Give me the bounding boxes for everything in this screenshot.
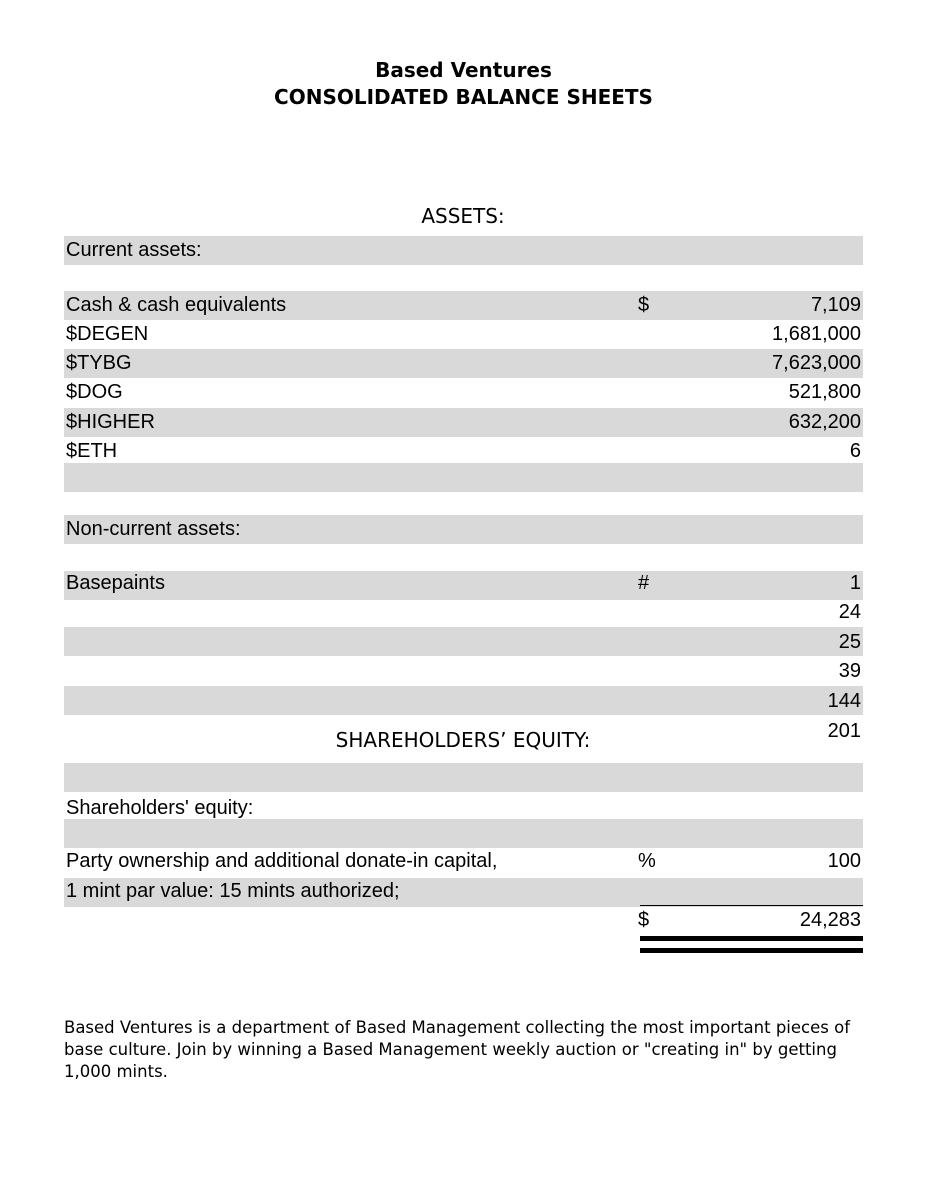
asset-value-dog: 521,800 — [788, 381, 861, 403]
asset-value-eth: 6 — [849, 440, 861, 462]
basepaints-value: 24 — [838, 601, 861, 623]
total-currency-symbol: $ — [638, 909, 650, 931]
count-symbol: # — [638, 572, 650, 594]
asset-label-tybg: $TYBG — [66, 352, 132, 374]
asset-label-eth: $ETH — [66, 440, 118, 462]
document-title: CONSOLIDATED BALANCE SHEETS — [274, 85, 653, 109]
row-band — [64, 627, 863, 656]
noncurrent-assets-label: Non-current assets: — [66, 518, 241, 540]
total-value: 24,283 — [799, 909, 861, 931]
capital-description-line1: Party ownership and additional donate-in capital, — [66, 850, 498, 872]
basepaints-value: 39 — [838, 660, 861, 682]
basepaints-value: 25 — [838, 631, 861, 653]
row-band — [64, 463, 863, 492]
double-underline-top — [640, 936, 863, 941]
row-band — [64, 571, 863, 600]
asset-value-cash: 7,109 — [810, 294, 861, 316]
basepaints-label: Basepaints — [66, 572, 165, 594]
assets-heading: ASSETS: — [421, 204, 505, 228]
asset-label-cash: Cash & cash equivalents — [66, 294, 287, 316]
capital-description-line2: 1 mint par value: 15 mints authorized; — [66, 880, 400, 902]
shareholders-equity-label: Shareholders' equity: — [66, 797, 254, 819]
asset-label-higher: $HIGHER — [66, 411, 155, 433]
percent-symbol: % — [638, 850, 656, 872]
asset-label-dog: $DOG — [66, 381, 123, 403]
row-band — [64, 763, 863, 792]
company-name: Based Ventures — [375, 58, 552, 82]
row-band — [64, 819, 863, 848]
basepaints-value: 1 — [849, 572, 861, 594]
asset-value-tybg: 7,623,000 — [772, 352, 861, 374]
row-band — [64, 686, 863, 715]
double-underline-bottom — [640, 948, 863, 953]
footnote: Based Ventures is a department of Based Management collecting the most important pieces of base culture. Join by winning a Based Management weekly auction or "creating in" by getting 1,000 mints. — [64, 1018, 851, 1081]
equity-heading: SHAREHOLDERS’ EQUITY: — [335, 728, 591, 752]
basepaints-value: 201 — [827, 720, 861, 742]
current-assets-label: Current assets: — [66, 239, 202, 261]
row-band — [64, 408, 863, 437]
asset-value-degen: 1,681,000 — [772, 323, 861, 345]
row-band — [64, 349, 863, 378]
asset-label-degen: $DEGEN — [66, 323, 149, 345]
currency-symbol: $ — [638, 294, 650, 316]
asset-value-higher: 632,200 — [788, 411, 861, 433]
basepaints-value: 144 — [827, 690, 861, 712]
ownership-percent-value: 100 — [827, 850, 861, 872]
